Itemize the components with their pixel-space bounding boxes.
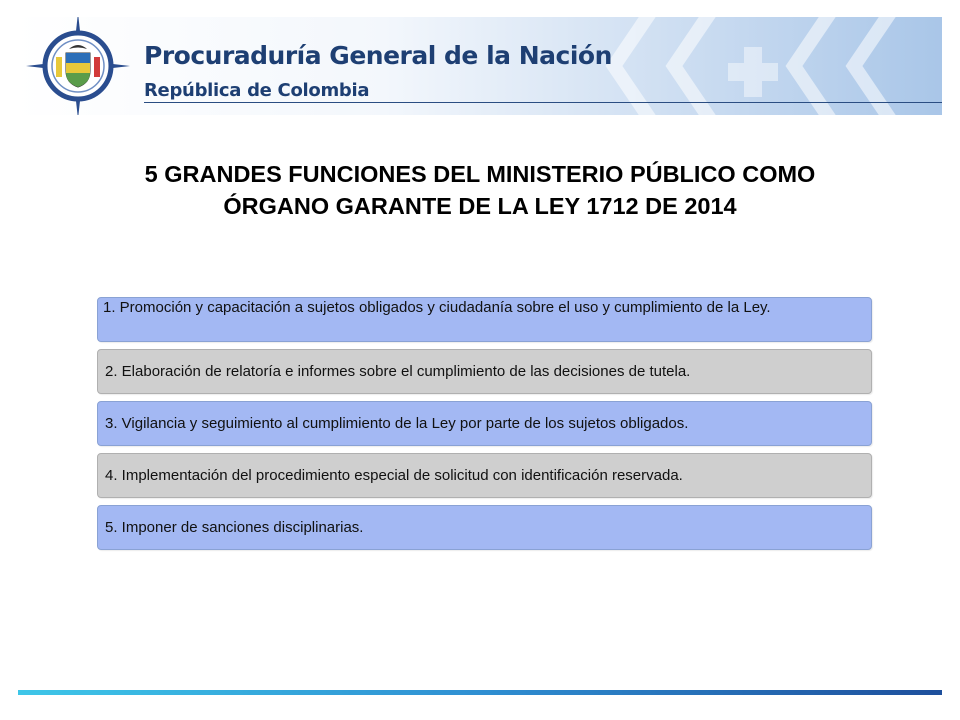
function-item-5: 5. Imponer de sanciones disciplinarias. [97, 505, 872, 550]
footer-accent-bar [18, 690, 942, 695]
function-item-4: 4. Implementación del procedimiento especial de solicitud con identificación reservada. [97, 453, 872, 498]
function-item-1: 1. Promoción y capacitación a sujetos obligados y ciudadanía sobre el uso y cumplimiento de la Ley. [97, 297, 872, 342]
function-item-3: 3. Vigilancia y seguimiento al cumplimiento de la Ley por parte de los sujetos obligados. [97, 401, 872, 446]
slide-title [30, 158, 930, 222]
banner-divider [144, 102, 942, 103]
compass-shield-emblem-icon [22, 17, 134, 115]
country-name: República de Colombia [144, 80, 370, 101]
slide-title-line-2: ÓRGANO GARANTE DE LA LEY 1712 DE 2014 [223, 193, 737, 219]
function-item-2: 2. Elaboración de relatoría e informes sobre el cumplimiento de las decisiones de tutela. [97, 349, 872, 394]
slide-title-line-1: 5 GRANDES FUNCIONES DEL MINISTERIO PÚBLICO COMO [144, 161, 816, 187]
organization-name: Procuraduría General de la Nación [144, 41, 612, 70]
header-banner [14, 17, 942, 115]
functions-list [97, 297, 872, 557]
